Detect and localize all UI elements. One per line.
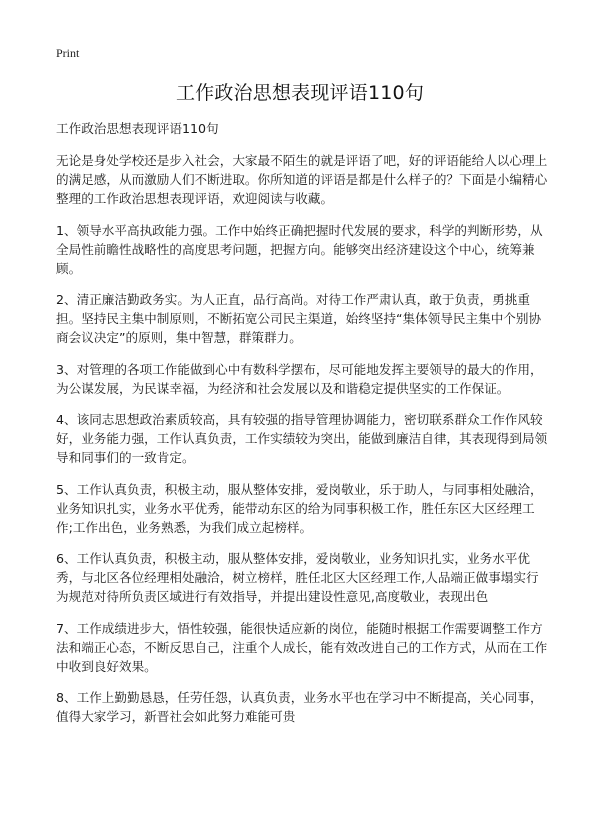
- print-link[interactable]: Print: [56, 46, 80, 60]
- list-item-1: 1、领导水平高执政能力强。工作中始终正确把握时代发展的要求，科学的判断形势，从全局性前瞻性战略性的高度思考问题，把握方向。能够突出经济建设这个中心，统筹兼顾。: [56, 222, 543, 276]
- list-item-4: 4、该同志思想政治素质较高，具有较强的指导管理协调能力，密切联系群众工作作风较好，业务能力强，工作认真负责，工作实绩较为突出，能做到廉洁自律，其表现得到局领导和同事们的一致肯定。: [56, 412, 548, 465]
- document-body: [56, 119, 548, 739]
- intro-paragraph: 无论是身处学校还是步入社会，大家最不陌生的就是评语了吧，好的评语能给人以心理上的满足感，从而激励人们不断进取。你所知道的评语是都是什么样子的？下面是小编精心整理的工作政治思想表现评语，欢迎阅读与收藏。: [56, 153, 548, 206]
- list-item-8: 8、工作上勤勤恳恳，任劳任怨，认真负责，业务水平也在学习中不断提高，关心同事，值得大家学习，新晋社会如此努力难能可贵: [56, 690, 543, 724]
- list-item-7: 7、工作成绩进步大，悟性较强，能很快适应新的岗位，能随时根据工作需要调整工作方法和端正心态，不断反思自己，注重个人成长，能有效改进自己的工作方式，从而在工作中收到良好效果。: [56, 620, 548, 674]
- document-subtitle: 工作政治思想表现评语110句: [56, 121, 219, 136]
- list-item-2: 2、清正廉洁勤政务实。为人正直，品行高尚。对待工作严肃认真，敢于负责，勇挑重担。坚持民主集中制原则，不断拓宽公司民主渠道，始终坚持“集体领导民主集中个别协商会议决定”的原则，集中智慧，群策群力。: [56, 292, 542, 345]
- list-item-3: 3、对管理的各项工作能做到心中有数科学摆布，尽可能地发挥主要领导的最大的作用，为公谋发展，为民谋幸福，为经济和社会发展以及和谐稳定提供坚实的工作保证。: [56, 361, 543, 396]
- page-title: 工作政治思想表现评语110句: [175, 82, 425, 104]
- list-item-6: 6、工作认真负责，积极主动，服从整体安排，爱岗敬业，业务知识扎实，业务水平优秀，与北区各位经理相处融洽，树立榜样，胜任北区大区经理工作,人品端正做事塌实行为规范对待所负责区域进行有效指导，并提出建设性意见,高度敬业，表现出色: [56, 551, 539, 604]
- list-item-5: 5、工作认真负责，积极主动，服从整体安排，爱岗敬业，乐于助人，与同事相处融洽，业务知识扎实，业务水平优秀，能带动东区的给为同事积极工作，胜任东区大区经理工作;工作出色，业务熟悉，为我们成立起榜样。: [56, 481, 543, 535]
